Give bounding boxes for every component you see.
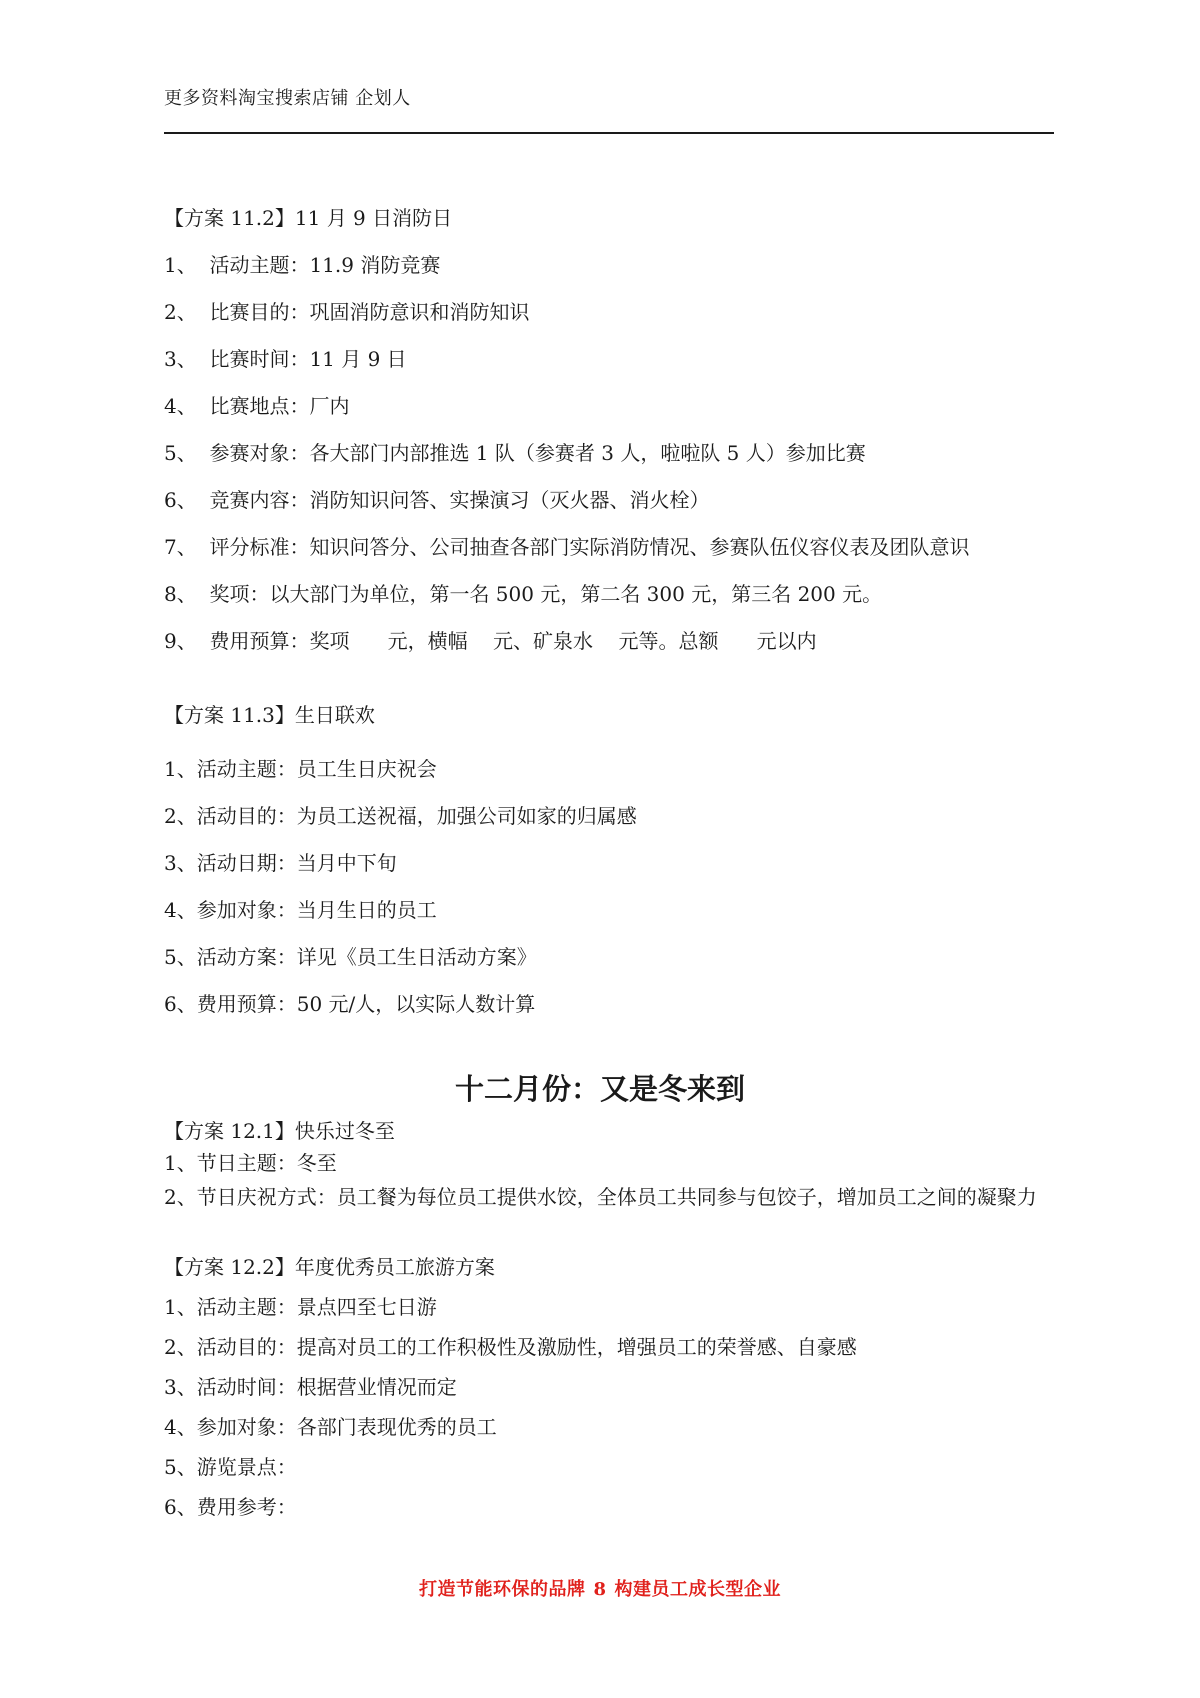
page-header: 更多资料淘宝搜索店铺 企划人 — [164, 88, 411, 109]
header-divider — [164, 132, 1054, 134]
plan-12-2-heading: 【方案 12.2】年度优秀员工旅游方案 — [164, 1255, 495, 1279]
plan-11-3-item: 5、活动方案：详见《员工生日活动方案》 — [164, 945, 537, 969]
plan-11-2-item: 2、 比赛目的：巩固消防意识和消防知识 — [164, 300, 530, 324]
plan-12-2-item: 5、游览景点： — [164, 1455, 297, 1479]
page-number: 8 — [593, 1579, 607, 1600]
plan-11-2-item: 1、 活动主题：11.9 消防竞赛 — [164, 253, 441, 277]
footer-slogan-left: 打造节能环保的品牌 — [418, 1579, 586, 1600]
plan-11-2-heading: 【方案 11.2】11 月 9 日消防日 — [164, 206, 453, 230]
plan-11-3-item: 2、活动目的：为员工送祝福，加强公司如家的归属感 — [164, 804, 637, 828]
plan-11-2-item: 4、 比赛地点：厂内 — [164, 394, 350, 418]
plan-12-2-item: 3、活动时间：根据营业情况而定 — [164, 1375, 457, 1399]
plan-11-2-item: 9、 费用预算：奖项 元，横幅 元、矿泉水 元等。总额 元以内 — [164, 629, 817, 653]
footer-slogan-right: 构建员工成长型企业 — [614, 1579, 782, 1600]
plan-12-2-item: 6、费用参考： — [164, 1495, 297, 1519]
plan-12-1-item: 2、节日庆祝方式：员工餐为每位员工提供水饺，全体员工共同参与包饺子，增加员工之间的凝聚力 — [164, 1185, 1037, 1209]
plan-11-2-item: 5、 参赛对象：各大部门内部推选 1 队（参赛者 3 人，啦啦队 5 人）参加比赛 — [164, 441, 866, 465]
plan-12-2-item: 1、活动主题：景点四至七日游 — [164, 1295, 437, 1319]
plan-11-2-item: 7、 评分标准：知识问答分、公司抽查各部门实际消防情况、参赛队伍仪容仪表及团队意识 — [164, 535, 970, 559]
plan-11-3-heading: 【方案 11.3】生日联欢 — [164, 703, 375, 727]
plan-12-1-item: 1、节日主题：冬至 — [164, 1151, 337, 1175]
plan-11-2-item: 3、 比赛时间：11 月 9 日 — [164, 347, 407, 371]
plan-11-3-item: 6、费用预算：50 元/人，以实际人数计算 — [164, 992, 536, 1016]
plan-11-2-item: 8、 奖项：以大部门为单位，第一名 500 元，第二名 300 元，第三名 200 元。 — [164, 582, 883, 606]
plan-11-2-item: 6、 竞赛内容：消防知识问答、实操演习（灭火器、消火栓） — [164, 488, 710, 512]
plan-12-2-item: 4、参加对象：各部门表现优秀的员工 — [164, 1415, 497, 1439]
plan-12-1-heading: 【方案 12.1】快乐过冬至 — [164, 1119, 395, 1143]
page-footer — [0, 1575, 1200, 1601]
plan-11-3-item: 3、活动日期：当月中下旬 — [164, 851, 397, 875]
plan-11-3-item: 1、活动主题：员工生日庆祝会 — [164, 757, 437, 781]
plan-11-3-item: 4、参加对象：当月生日的员工 — [164, 898, 437, 922]
plan-12-2-item: 2、活动目的：提高对员工的工作积极性及激励性，增强员工的荣誉感、自豪感 — [164, 1335, 857, 1359]
section-title: 十二月份：又是冬来到 — [454, 1072, 745, 1106]
